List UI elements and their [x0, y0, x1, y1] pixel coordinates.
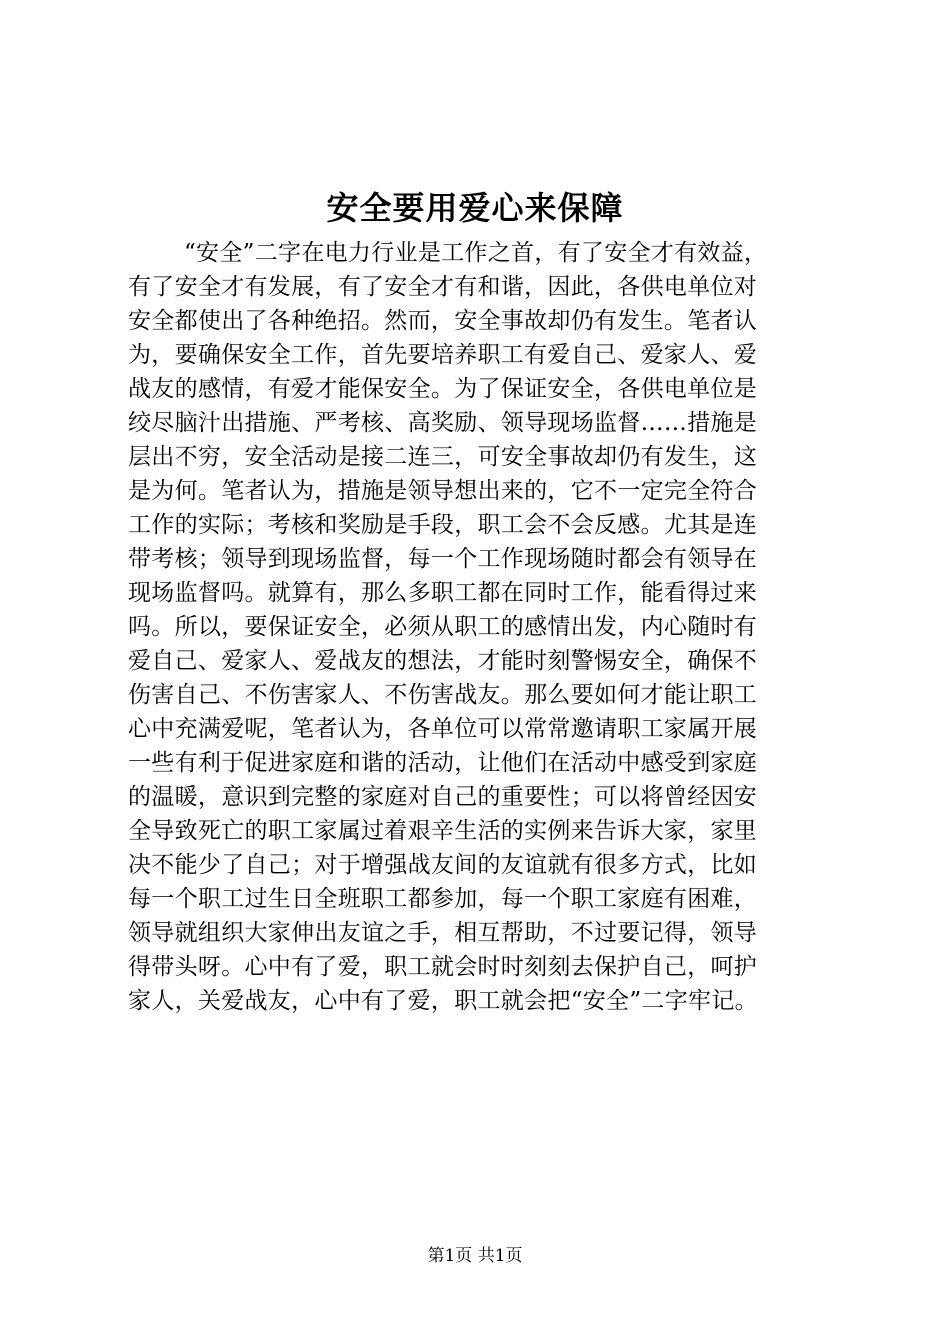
body-line: 伤害自己、不伤害家人、不伤害战友。那么要如何才能让职工: [128, 682, 758, 708]
body-line: “安全”二字在电力行业是工作之首，有了安全才有效益，: [184, 240, 768, 266]
body-line: 带考核；领导到现场监督，每一个工作现场随时都会有领导在: [128, 546, 758, 572]
body-line: 心中充满爱呢，笔者认为，各单位可以常常邀请职工家属开展: [128, 716, 758, 742]
document-body: [128, 236, 848, 1018]
body-line: 是为何。笔者认为，措施是领导想出来的，它不一定完全符合: [128, 478, 758, 504]
body-line: 有了安全才有发展，有了安全才有和谐，因此，各供电单位对: [128, 274, 758, 300]
body-line: 层出不穷，安全活动是接二连三，可安全事故却仍有发生，这: [128, 444, 758, 470]
body-line: 家人，关爱战友，心中有了爱，职工就会把“安全”二字牢记。: [128, 988, 758, 1014]
body-line: 战友的感情，有爱才能保安全。为了保证安全，各供电单位是: [128, 376, 758, 402]
page-number: 第1页 共1页: [427, 1246, 523, 1266]
body-line: 决不能少了自己；对于增强战友间的友谊就有很多方式，比如: [128, 852, 758, 878]
page-footer: [0, 1244, 950, 1268]
body-line: 领导就组织大家伸出友谊之手，相互帮助，不过要记得，领导: [128, 920, 758, 946]
body-line: 全导致死亡的职工家属过着艰辛生活的实例来告诉大家，家里: [128, 818, 758, 844]
body-line: 工作的实际；考核和奖励是手段，职工会不会反感。尤其是连: [128, 512, 758, 538]
body-line: 绞尽脑汁出措施、严考核、高奖励、领导现场监督……措施是: [128, 410, 758, 436]
body-line: 现场监督吗。就算有，那么多职工都在同时工作，能看得过来: [128, 580, 758, 606]
body-line: 为，要确保安全工作，首先要培养职工有爱自己、爱家人、爱: [128, 342, 758, 368]
body-line: 得带头呀。心中有了爱，职工就会时时刻刻去保护自己，呵护: [128, 954, 758, 980]
body-line: 吗。所以，要保证安全，必须从职工的感情出发，内心随时有: [128, 614, 758, 640]
body-line: 每一个职工过生日全班职工都参加，每一个职工家庭有困难，: [128, 886, 758, 912]
document-title: 安全要用爱心来保障: [326, 189, 624, 227]
body-line: 爱自己、爱家人、爱战友的想法，才能时刻警惕安全，确保不: [128, 648, 758, 674]
body-line: 的温暖，意识到完整的家庭对自己的重要性；可以将曾经因安: [128, 784, 758, 810]
body-line: 一些有利于促进家庭和谐的活动，让他们在活动中感受到家庭: [128, 750, 758, 776]
body-line: 安全都使出了各种绝招。然而，安全事故却仍有发生。笔者认: [128, 308, 758, 334]
